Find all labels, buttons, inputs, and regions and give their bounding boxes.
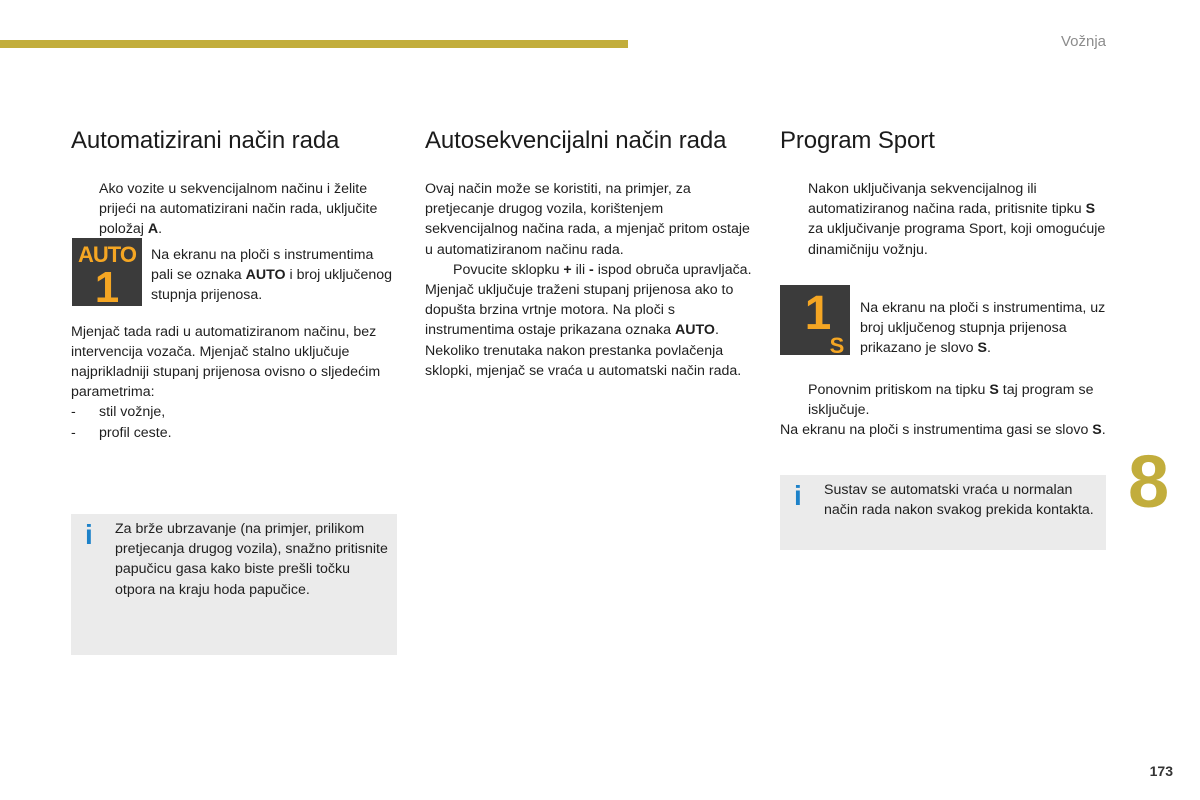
svg-text:1: 1 [804, 287, 832, 340]
instrument-display-auto [72, 238, 142, 306]
paragraph-autosequential-intro: Ovaj način može se koristiti, na primjer, za pretjecanje drugog vozila, korištenjem sekvencijalnog načina rada, a mjenjač pritom ostaje u automatiziranom načinu rada. [425, 181, 750, 258]
heading-autosequential-mode: Autosekvencijalni način rada [425, 127, 727, 154]
instrument-display-sport [780, 285, 850, 353]
chapter-number: 8 [1128, 440, 1170, 523]
svg-text:1: 1 [94, 263, 120, 306]
list-item: Ako vozite u sekvencijalnom načinu i želite prijeći na automatizirani način rada, uključite položaj A. [99, 181, 378, 238]
paragraph-sport-off: Na ekranu na ploči s instrumentima gasi se slovo S. [780, 422, 1106, 439]
paragraph-automated: Mjenjač tada radi u automatiziranom načinu, bez intervencija vozača. Mjenjač stalno uključuje najprikladniji stupanj prijenosa ovisno o sljedećim parametrima: [71, 323, 381, 401]
info-note-normal-mode [780, 475, 1106, 550]
note-text: Za brže ubrzavanje (na primjer, prilikom pretjecanja drugog vozila), snažno pritisnite papučicu gasa kako biste prešli točku otpora na kraju hoda papučice. [115, 521, 388, 598]
column-autosequential-mode [425, 124, 755, 381]
heading-sport-program: Program Sport [780, 127, 935, 154]
column-sport-program [780, 124, 1110, 440]
svg-text:AUTO: AUTO [78, 242, 136, 267]
list-item: - stil vožnje, [71, 404, 166, 421]
note-text: Sustav se automatski vraća u normalan način rada nakon svakog prekida kontakta. [824, 482, 1094, 519]
list-item: Povucite sklopku + ili - ispod obruča upravljača. [453, 261, 752, 278]
section-header: Vožnja [1060, 33, 1106, 50]
header-accent-bar [0, 40, 628, 48]
heading-automated-mode: Automatizirani način rada [71, 127, 340, 154]
paragraph-autosequential-detail: Mjenjač uključuje traženi stupanj prijenosa ako to dopušta brzina vrtnje motora. Na ploči s instrumentima ostaje prikazana oznaka AUTO. Nekoliko trenutaka nakon prestanka povlačenja sklopki, mjenjač se vraća u automatski način rada. [425, 282, 742, 379]
list-item: Ponovnim pritiskom na tipku S taj program se isključuje. [808, 381, 1094, 419]
auto-gear-display-icon [72, 238, 142, 306]
info-note-acceleration [71, 514, 397, 655]
svg-text:S: S [829, 333, 845, 355]
info-icon: i [85, 519, 93, 550]
display-description: Na ekranu na ploči s instrumentima, uz broj uključenog stupnja prijenosa prikazano je slovo S. [860, 299, 1106, 357]
display-description: Na ekranu na ploči s instrumentima pali se oznaka AUTO i broj uključenog stupnja prijenosa. [151, 246, 393, 304]
sport-gear-display-icon [780, 285, 850, 355]
list-item: - profil ceste. [71, 424, 172, 441]
list-item: Nakon uključivanja sekvencijalnog ili automatiziranog načina rada, pritisnite tipku S za uključivanje programa Sport, koji omogućuje dinamičniju vožnju. [808, 181, 1106, 258]
page-number: 173 [1149, 763, 1173, 779]
info-icon: i [794, 480, 802, 511]
